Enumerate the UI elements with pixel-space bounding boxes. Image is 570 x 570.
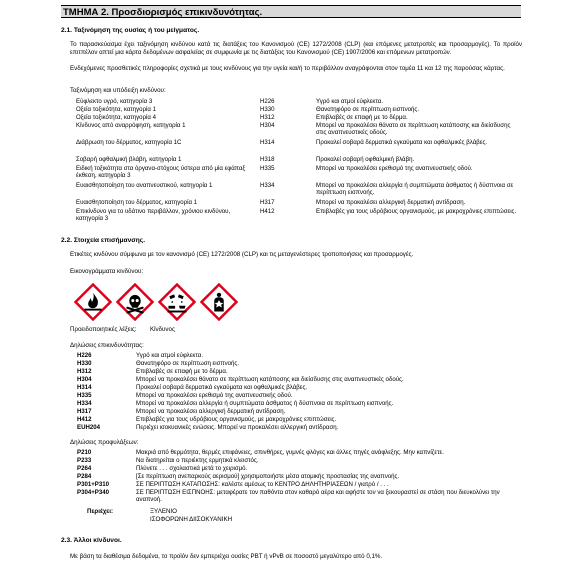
hazard-code: H317 [260, 199, 275, 206]
other-hazards-text: Με βάση τα διαθέσιμα δεδομένα, το προϊόν δεν εμπεριέχει ουσίες PBT ή vPvB σε ποσοστό μεγαλύτερο από 0,1%. [70, 553, 383, 560]
classification-row [0, 156, 570, 164]
precaution-statement-code: P233 [77, 457, 92, 464]
hazard-statement-code: EUH204 [77, 424, 101, 431]
hazard-statement: Μπορεί να προκαλέσει θάνατο σε περίπτωση κατάποσης και διείσδυσης στις αναπνευστικές οδούς. [316, 122, 511, 137]
hazard-statement: Θανατηφόρο σε περίπτωση εισπνοής. [316, 106, 420, 113]
precaution-statement-code: P301+P310 [77, 481, 110, 488]
hazard-statement-code: H335 [77, 392, 92, 399]
para-additional-info: Ενδεχόμενες προσθετικές πληροφορίες σχετικά με τους κινδύνους για την υγεία και/ή το περιβάλλον αναγράφονται στον τομέα 11 και 12 της παρούσας κάρτας. [70, 65, 505, 72]
hazard-statement-code: H412 [77, 416, 92, 423]
precaution-statement-code: P264 [77, 465, 92, 472]
hazard-statement-text: Μπορεί να προκαλέσει ερεθισμό της αναπνευστικής οδού. [136, 392, 293, 399]
classification-category: Ειδική τοξικότητα στα όργανα-στόχους ύστερα από μία εφάπαξ έκθεση, κατηγορία 3 [76, 165, 246, 180]
section-title: ΤΜΗΜΑ 2. Προσδιορισμός επικινδυνότητας. [61, 5, 521, 18]
hazard-code: H226 [260, 98, 275, 105]
classification-category: Οξεία τοξικότητα, κατηγορία 1 [76, 106, 157, 113]
hazard-statement: Μπορεί να προκαλέσει αλλεργία ή συμπτώματα άσθματος ή δύσπνοια σε περίπτωση εισπνοής. [316, 182, 514, 197]
health-hazard-pictogram [200, 283, 238, 321]
heading-2-2: 2.2. Στοιχεία επισήμανσης. [61, 237, 146, 244]
flame-pictogram [74, 283, 112, 321]
hazard-statement-code: H330 [77, 360, 92, 367]
skull-pictogram [116, 283, 154, 321]
hazard-statement: Επιβλαβές σε επαφή με το δέρμα. [316, 114, 408, 121]
heading-2-3: 2.3. Άλλοι κίνδυνοι. [61, 537, 122, 544]
hazard-statement-code: H312 [77, 368, 92, 375]
contains-label: Περιέχει: [87, 508, 114, 515]
classification-row [0, 165, 570, 180]
classification-row [0, 122, 570, 137]
classification-label: Ταξινόμηση και υπόδειξη κινδύνου: [70, 87, 166, 94]
corrosion-pictogram [158, 283, 196, 321]
hazard-code: H312 [260, 114, 275, 121]
hazard-statement-text: Περιέχει ισοκυανικές ενώσεις. Μπορεί να προκαλέσει αλλεργική αντίδραση. [136, 424, 339, 431]
hazard-code: H335 [260, 165, 275, 172]
hazard-statement-code: H314 [77, 384, 92, 391]
classification-row [0, 106, 570, 114]
signal-word: Κίνδυνος [150, 326, 175, 333]
hazard-statement-code: H226 [77, 352, 92, 359]
classification-category: Σοβαρή οφθαλμική βλάβη, κατηγορία 1 [76, 156, 182, 163]
classification-category: Διάβρωση του δέρματος, κατηγορία 1C [76, 139, 182, 146]
hazard-code: H318 [260, 156, 275, 163]
classification-category: Εύφλεκτο υγρό, κατηγορία 3 [76, 98, 153, 105]
precaution-statement-text: ΣΕ ΠΕΡΙΠΤΩΣΗ ΚΑΤΑΠΟΣΗΣ: καλέστε αμέσως το ΚΕΝΤΡΟ ΔΗΛΗΤΗΡΙΑΣΕΩΝ / γιατρό / . . . [136, 481, 389, 488]
hazard-statement-code: H304 [77, 376, 92, 383]
hazard-statement-text: Επιβλαβές για τους υδρόβιους οργανισμούς, με μακροχρόνιες επιπτώσεις. [136, 416, 337, 423]
hazard-statement-text: Θανατηφόρο σε περίπτωση εισπνοής. [136, 360, 240, 367]
hazard-statement-text: Προκαλεί σοβαρά δερματικά εγκαύματα και οφθαλμικές βλάβες. [136, 384, 308, 391]
hazard-statement-text: Μπορεί να προκαλέσει θάνατο σε περίπτωση κατάποσης και διείσδυσης στις αναπνευστικές οδούς. [136, 376, 404, 383]
hazard-statement: Μπορεί να προκαλέσει ερεθισμό της αναπνευστικής οδού. [316, 165, 473, 172]
contains-item-2: ΙΣΟΦΟΡΩΝΗ ΔΙΙΣΟΚΥΑΝΙΚΗ [150, 516, 233, 523]
pictogram-label: Εικονογράμματα κινδύνου: [70, 268, 144, 275]
hazard-statement-text: Μπορεί να προκαλέσει αλλεργική δερματική αντίδραση. [136, 408, 286, 415]
hazard-code: H334 [260, 182, 275, 189]
precaution-statement-text: Να διατηρείται ο περιέκτης ερμητικά κλειστός. [136, 457, 259, 464]
hazard-statement: Προκαλεί σοβαρά δερματικά εγκαύματα και οφθαλμικές βλάβες. [316, 139, 488, 146]
contains-item-1: ΞΥΛΕΝΙΟ [150, 508, 177, 515]
precaution-statement-code: P284 [77, 473, 92, 480]
precaution-statement-text: ΣΕ ΠΕΡΙΠΤΩΣΗ ΕΙΣΠΝΟΗΣ: μεταφέρατε τον παθόντα στον καθαρό αέρα και αφήστε τον να ξεκουραστεί σε στάση που διευκολύνει την αναπνοή. [136, 489, 500, 504]
heading-2-1: 2.1. Ταξινόμηση της ουσίας ή του μείγματος. [61, 27, 200, 34]
classification-row [0, 182, 570, 197]
classification-row [0, 98, 570, 106]
hazard-code: H304 [260, 122, 275, 129]
hazard-statement: Μπορεί να προκαλέσει αλλεργική δερματική αντίδραση. [316, 199, 466, 206]
classification-row [0, 139, 570, 147]
precaution-statement-text: [Σε περίπτωση ανεπαρκούς αερισμού] χρησιμοποιήστε μέσα ατομικής προστασίας της αναπνοής. [136, 473, 400, 480]
classification-row [0, 114, 570, 122]
hazard-statement: Επιβλαβές για τους υδρόβιους οργανισμούς, με μακροχρόνιες επιπτώσεις. [316, 208, 517, 215]
para-classification: Το παρασκεύασμα έχει ταξινόμηση κινδύνου κατά τις διατάξεις του Κανονισμού (CE) 1272/2008 (CLP) (και επόμενες μετατροπές και προσαρμογές). Το προϊόν επιτπέλον απτεί μια κάρτα δεδομένων ασφαλείας σε συμφωνία με τις διατάξεις του Κανονισμού (CE) 1907/2006 και επόμενων μετατροπών. [70, 41, 522, 56]
hazard-statement: Υγρό και ατμοί εύφλεκτα. [316, 98, 384, 105]
hazard-code: H412 [260, 208, 275, 215]
precaution-statement-code: P210 [77, 449, 92, 456]
hazard-statement-text: Μπορεί να προκαλέσει αλλεργία ή συμπτώματα άσθματος ή δύσπνοια σε περίπτωση εισπνοής. [136, 400, 394, 407]
classification-category: Ευαισθητοποίηση του αναπνευστικού, κατηγορία 1 [76, 182, 213, 189]
hazard-code: H330 [260, 106, 275, 113]
classification-row [0, 199, 570, 207]
precaution-statement-text: Πλύνετε . . . σχολαστικά μετά το χειρισμό. [136, 465, 248, 472]
signal-word-label: Προειδοποιητικές λέξεις: [70, 326, 137, 333]
hazard-code: H314 [260, 139, 275, 146]
hazard-statement-text: Επιβλαβές σε επαφή με το δέρμα. [136, 368, 228, 375]
hazard-statement: Προκαλεί σοβαρή οφθαλμική βλάβη. [316, 156, 415, 163]
classification-row [0, 208, 570, 223]
precaution-statement-code: P304+P340 [77, 489, 110, 496]
hazard-statement-code: H317 [77, 408, 92, 415]
hazard-statements-label: Δηλώσεις επικινδυνότητας: [70, 342, 144, 349]
classification-category: Οξεία τοξικότητα, κατηγορία 4 [76, 114, 157, 121]
hazard-statement-code: H334 [77, 400, 92, 407]
precaution-statement-text: Μακριά από θερμότητα, θερμές επιφάνειες, σπινθήρες, γυμνές φλόγες και άλλες πηγές ανάφλεξης. Μην καπνίζετε. [136, 449, 444, 456]
classification-category: Επικίνδυνο για το υδάτινο περιβάλλον, χρόνιου κινδύνου, κατηγορία 3 [76, 208, 231, 223]
hazard-statement-text: Υγρό και ατμοί εύφλεκτα. [136, 352, 204, 359]
label-intro: Ετικέτες κινδύνου σύμφωνα με τον κανονισμό (CE) 1272/2008 (CLP) και τις μεταγενέστερες τροποποιήσεις και προσαρμογές. [70, 251, 414, 258]
classification-category: Κίνδυνος από αναρρόφηση, κατηγορία 1 [76, 122, 186, 129]
precaution-statements-label: Δηλώσεις προφυλάξεων: [70, 439, 139, 446]
classification-category: Ευαισθητοποίηση του δέρματος, κατηγορία 1 [76, 199, 198, 206]
